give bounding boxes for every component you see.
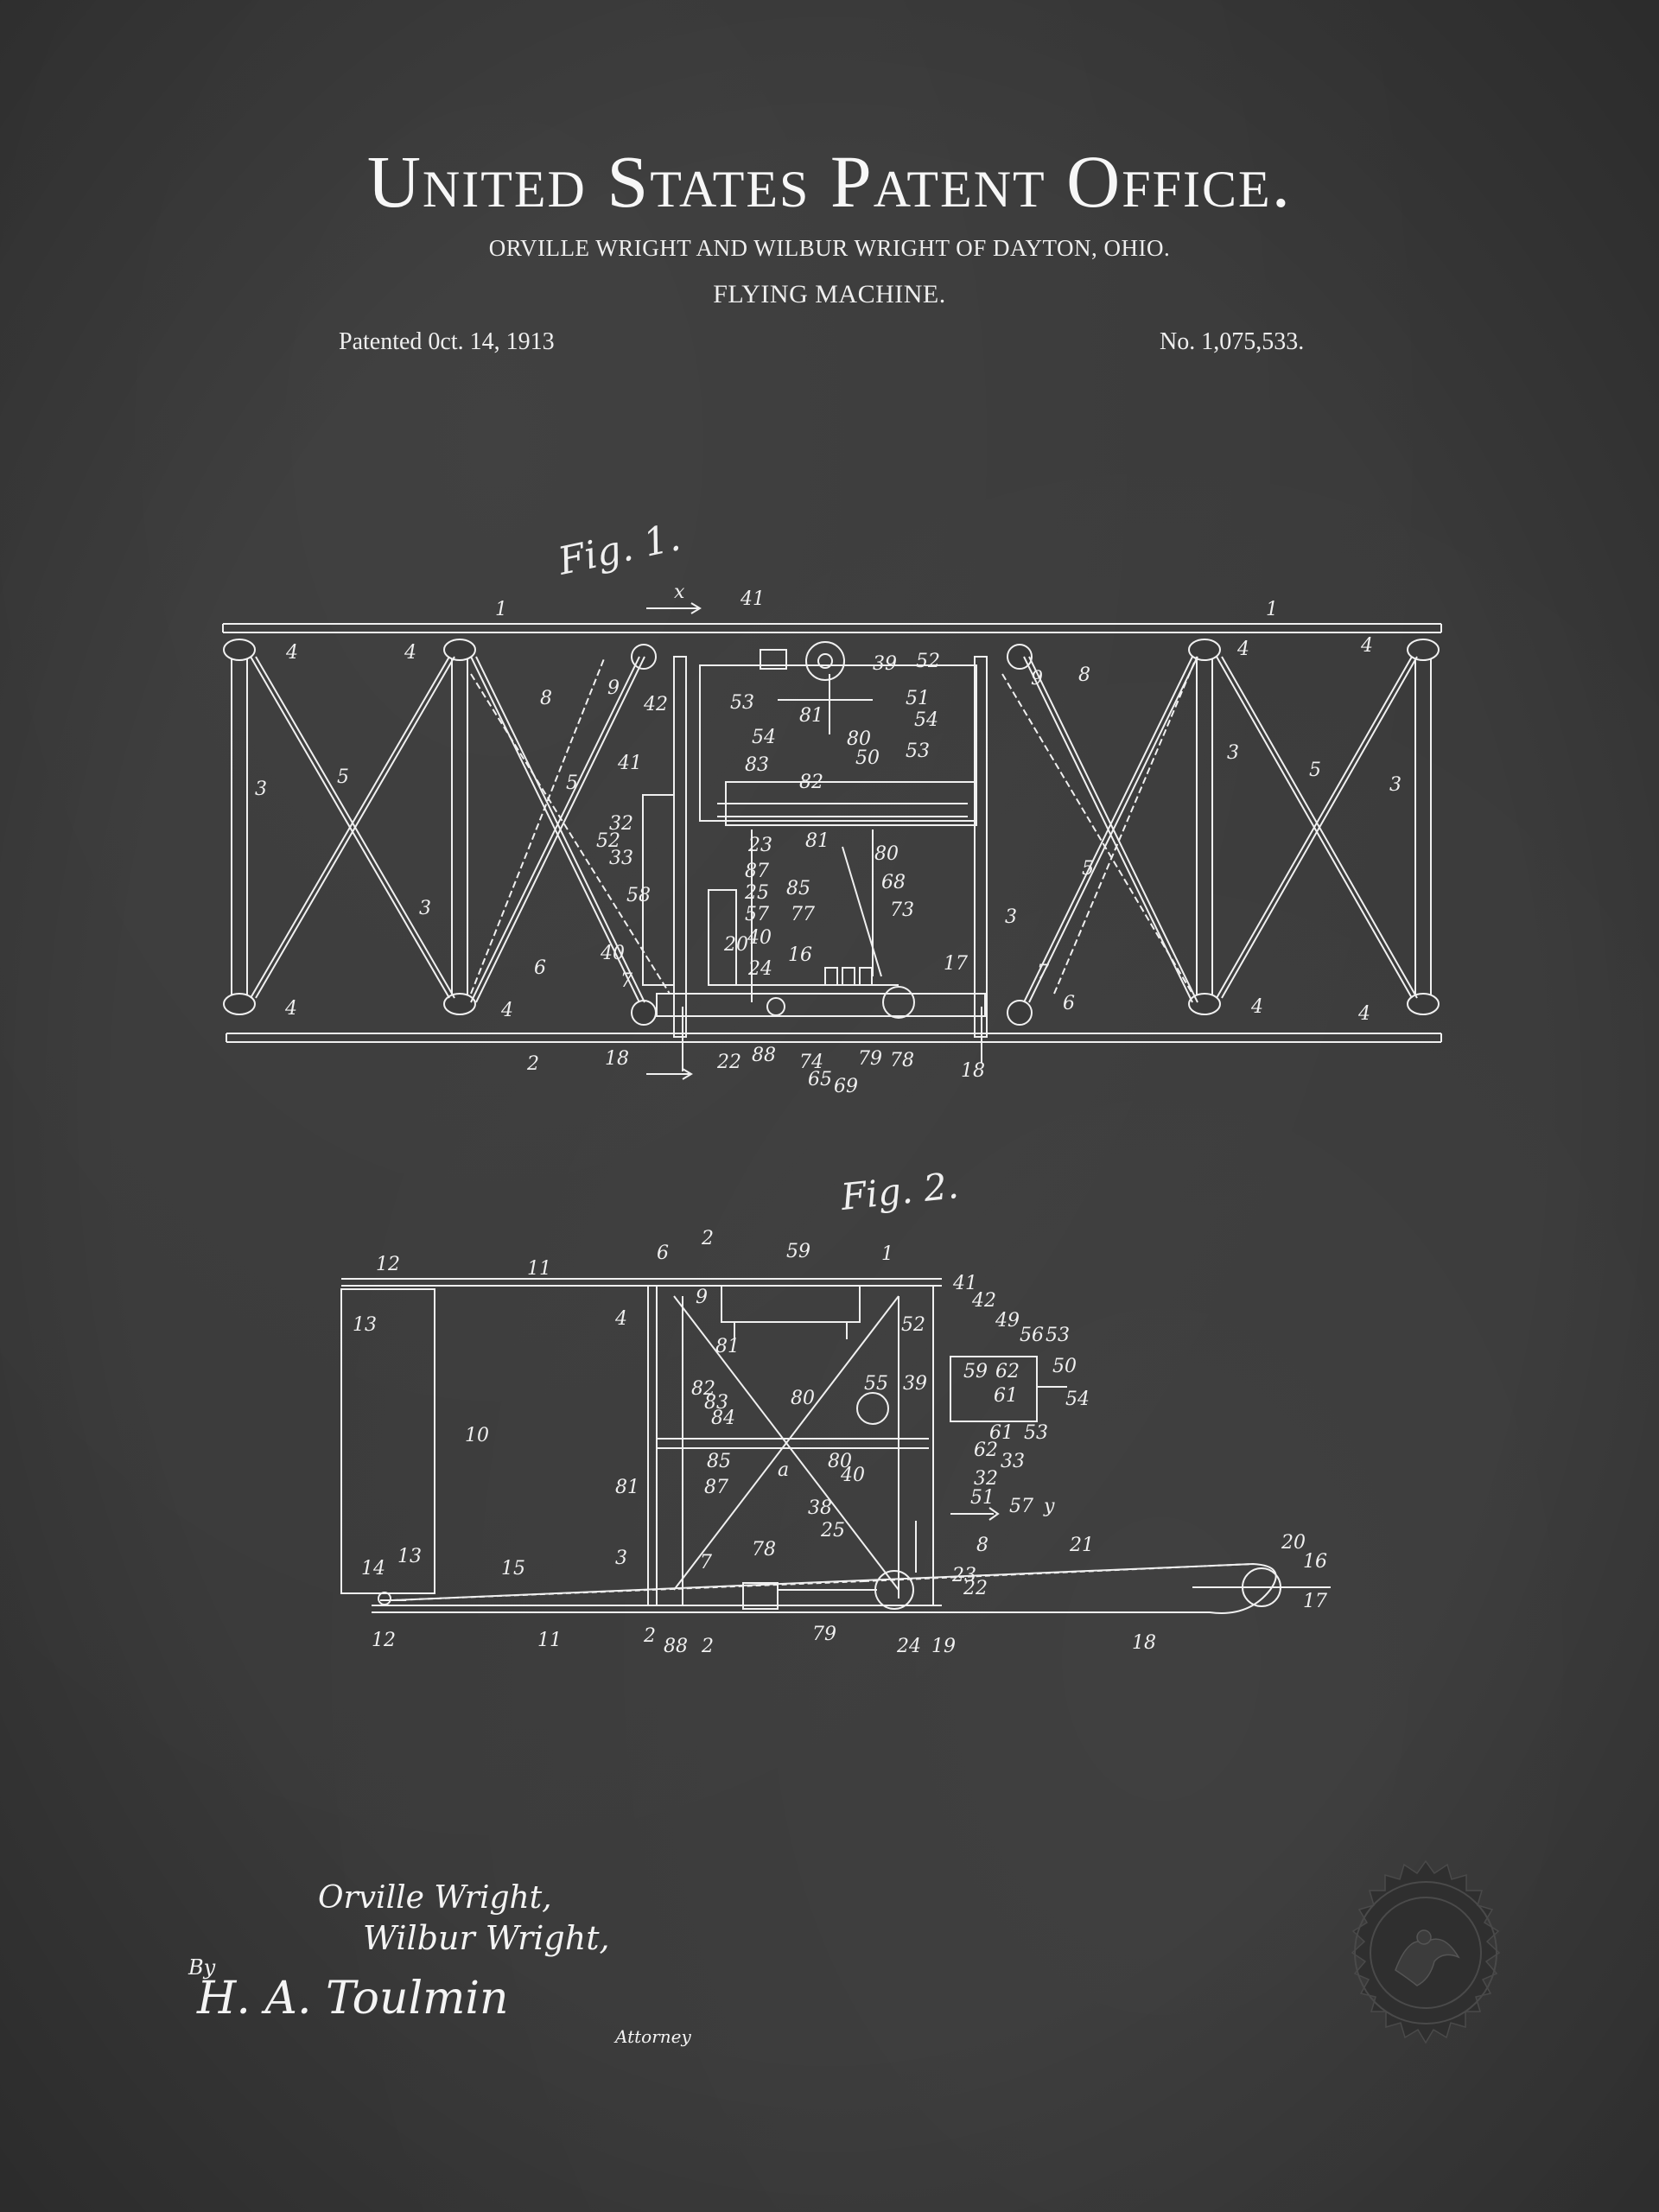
svg-text:12: 12 bbox=[376, 1254, 400, 1275]
svg-text:3: 3 bbox=[419, 898, 431, 919]
svg-text:6: 6 bbox=[1063, 993, 1075, 1014]
svg-text:41: 41 bbox=[741, 588, 765, 610]
svg-text:18: 18 bbox=[605, 1048, 629, 1070]
svg-text:22: 22 bbox=[963, 1578, 988, 1599]
svg-text:65: 65 bbox=[808, 1069, 832, 1090]
svg-text:54: 54 bbox=[752, 727, 776, 748]
svg-text:81: 81 bbox=[615, 1477, 639, 1498]
svg-text:53: 53 bbox=[906, 741, 930, 762]
svg-text:80: 80 bbox=[828, 1451, 852, 1472]
svg-text:1: 1 bbox=[881, 1243, 893, 1265]
svg-text:50: 50 bbox=[1052, 1356, 1077, 1377]
svg-text:2: 2 bbox=[644, 1625, 656, 1647]
svg-text:82: 82 bbox=[799, 772, 823, 793]
svg-text:19: 19 bbox=[931, 1636, 956, 1657]
svg-text:25: 25 bbox=[821, 1520, 845, 1541]
svg-text:5: 5 bbox=[1309, 760, 1321, 781]
svg-text:42: 42 bbox=[972, 1290, 996, 1312]
svg-text:80: 80 bbox=[874, 843, 899, 865]
svg-text:87: 87 bbox=[745, 861, 769, 882]
svg-text:78: 78 bbox=[752, 1539, 776, 1560]
svg-text:1: 1 bbox=[1266, 599, 1278, 620]
svg-text:85: 85 bbox=[786, 878, 810, 899]
svg-text:4: 4 bbox=[1358, 1003, 1370, 1025]
svg-text:15: 15 bbox=[501, 1558, 525, 1580]
svg-text:25: 25 bbox=[745, 882, 769, 904]
svg-text:6: 6 bbox=[534, 957, 546, 979]
svg-text:4: 4 bbox=[1237, 639, 1249, 660]
eagle-seal-icon bbox=[1313, 1840, 1538, 2065]
svg-text:49: 49 bbox=[995, 1310, 1020, 1332]
svg-text:4: 4 bbox=[404, 642, 416, 664]
svg-text:32: 32 bbox=[609, 813, 633, 835]
figure-2 bbox=[341, 1164, 1331, 1613]
svg-text:53: 53 bbox=[730, 692, 754, 714]
patent-date: Patented 0ct. 14, 1913 bbox=[339, 328, 555, 355]
svg-text:53: 53 bbox=[1024, 1422, 1048, 1444]
svg-text:58: 58 bbox=[626, 885, 651, 906]
svg-text:80: 80 bbox=[791, 1388, 815, 1409]
patent-number: No. 1,075,533. bbox=[1160, 328, 1305, 355]
svg-text:2: 2 bbox=[702, 1228, 714, 1249]
by-label: By bbox=[188, 1955, 216, 1980]
svg-text:18: 18 bbox=[961, 1060, 985, 1082]
svg-text:4: 4 bbox=[615, 1308, 627, 1330]
svg-text:79: 79 bbox=[812, 1624, 836, 1645]
svg-text:84: 84 bbox=[711, 1408, 735, 1429]
svg-text:88: 88 bbox=[664, 1636, 688, 1657]
svg-text:3: 3 bbox=[615, 1548, 627, 1569]
svg-text:50: 50 bbox=[855, 747, 880, 769]
svg-text:40: 40 bbox=[747, 927, 772, 949]
svg-text:21: 21 bbox=[1070, 1535, 1094, 1556]
inventors-line: ORVILLE WRIGHT AND WILBUR WRIGHT OF DAYTON, OHIO. bbox=[488, 235, 1171, 261]
svg-text:x: x bbox=[674, 582, 685, 603]
svg-text:3: 3 bbox=[1227, 742, 1239, 764]
svg-text:81: 81 bbox=[805, 830, 830, 852]
svg-text:17: 17 bbox=[944, 953, 968, 975]
svg-text:9: 9 bbox=[1031, 668, 1043, 690]
svg-text:11: 11 bbox=[527, 1258, 551, 1280]
svg-text:23: 23 bbox=[748, 835, 772, 856]
svg-text:20: 20 bbox=[724, 934, 748, 956]
svg-text:73: 73 bbox=[890, 899, 914, 921]
svg-text:3: 3 bbox=[1005, 906, 1017, 928]
svg-text:79: 79 bbox=[858, 1048, 882, 1070]
svg-text:12: 12 bbox=[372, 1630, 396, 1651]
svg-text:8: 8 bbox=[976, 1535, 988, 1556]
svg-text:52: 52 bbox=[916, 651, 940, 672]
svg-text:5: 5 bbox=[566, 772, 578, 794]
svg-text:74: 74 bbox=[799, 1052, 823, 1073]
svg-text:y: y bbox=[1044, 1496, 1055, 1517]
svg-text:7: 7 bbox=[700, 1552, 712, 1573]
svg-text:10: 10 bbox=[465, 1425, 489, 1446]
svg-text:61: 61 bbox=[994, 1385, 1018, 1407]
figure-1 bbox=[223, 515, 1441, 1079]
svg-text:33: 33 bbox=[1001, 1451, 1025, 1472]
svg-text:56: 56 bbox=[1020, 1325, 1044, 1346]
svg-text:5: 5 bbox=[337, 766, 349, 788]
invention-title: FLYING MACHINE. bbox=[713, 280, 946, 308]
svg-text:87: 87 bbox=[704, 1477, 728, 1498]
svg-text:24: 24 bbox=[897, 1636, 921, 1657]
svg-text:78: 78 bbox=[890, 1050, 914, 1071]
attorney-label: Attorney bbox=[615, 2026, 691, 2047]
svg-text:55: 55 bbox=[864, 1373, 888, 1395]
svg-text:9: 9 bbox=[607, 677, 620, 699]
signatures bbox=[188, 1880, 691, 2047]
svg-text:68: 68 bbox=[881, 872, 906, 893]
svg-text:7: 7 bbox=[620, 970, 632, 992]
attorney-signature: H. A. Toulmin bbox=[197, 1973, 509, 2024]
fig2-label: Fig. 2. bbox=[838, 1163, 961, 1218]
svg-text:24: 24 bbox=[748, 958, 772, 980]
svg-text:4: 4 bbox=[286, 642, 298, 664]
svg-text:57: 57 bbox=[745, 904, 769, 925]
svg-text:80: 80 bbox=[847, 728, 871, 750]
svg-text:13: 13 bbox=[397, 1546, 422, 1567]
svg-text:17: 17 bbox=[1303, 1591, 1327, 1612]
svg-text:83: 83 bbox=[745, 754, 769, 776]
svg-text:83: 83 bbox=[704, 1392, 728, 1414]
svg-text:11: 11 bbox=[537, 1630, 562, 1651]
svg-text:6: 6 bbox=[657, 1243, 669, 1264]
svg-text:40: 40 bbox=[601, 943, 625, 964]
svg-text:9: 9 bbox=[696, 1287, 708, 1308]
svg-text:77: 77 bbox=[791, 904, 815, 925]
svg-text:4: 4 bbox=[1361, 635, 1373, 657]
svg-text:13: 13 bbox=[353, 1314, 377, 1336]
svg-text:18: 18 bbox=[1132, 1632, 1156, 1654]
svg-text:14: 14 bbox=[361, 1558, 385, 1580]
svg-text:5: 5 bbox=[1082, 858, 1094, 880]
page-title: United States Patent Office. bbox=[366, 140, 1293, 223]
svg-text:54: 54 bbox=[914, 709, 938, 731]
svg-text:23: 23 bbox=[952, 1565, 976, 1586]
svg-text:51: 51 bbox=[970, 1487, 995, 1509]
inventor-signature-1: Orville Wright, bbox=[318, 1880, 552, 1916]
svg-text:42: 42 bbox=[644, 694, 668, 715]
svg-text:39: 39 bbox=[903, 1373, 927, 1395]
svg-text:2: 2 bbox=[702, 1636, 714, 1657]
svg-text:62: 62 bbox=[995, 1361, 1020, 1382]
svg-text:32: 32 bbox=[974, 1468, 998, 1490]
svg-text:41: 41 bbox=[953, 1273, 977, 1294]
svg-text:16: 16 bbox=[788, 944, 812, 966]
svg-text:59: 59 bbox=[963, 1361, 988, 1382]
svg-text:38: 38 bbox=[808, 1497, 832, 1519]
fig1-reference-numerals bbox=[255, 582, 1402, 1097]
svg-text:3: 3 bbox=[255, 779, 267, 800]
svg-text:33: 33 bbox=[609, 848, 633, 869]
svg-text:51: 51 bbox=[906, 688, 930, 709]
svg-text:1: 1 bbox=[495, 599, 507, 620]
svg-text:82: 82 bbox=[691, 1378, 715, 1400]
svg-text:81: 81 bbox=[799, 705, 823, 727]
svg-text:61: 61 bbox=[989, 1422, 1014, 1444]
svg-text:88: 88 bbox=[752, 1045, 776, 1066]
svg-text:53: 53 bbox=[1046, 1325, 1070, 1346]
svg-text:3: 3 bbox=[1389, 774, 1402, 796]
svg-text:52: 52 bbox=[596, 830, 620, 852]
svg-text:8: 8 bbox=[540, 688, 552, 709]
inventor-signature-2: Wilbur Wright, bbox=[363, 1919, 610, 1957]
svg-text:20: 20 bbox=[1281, 1532, 1306, 1554]
svg-text:69: 69 bbox=[834, 1076, 858, 1097]
svg-text:22: 22 bbox=[717, 1052, 741, 1073]
svg-text:57: 57 bbox=[1009, 1496, 1033, 1517]
svg-text:40: 40 bbox=[841, 1465, 865, 1486]
svg-text:59: 59 bbox=[786, 1241, 810, 1262]
svg-text:a: a bbox=[778, 1459, 790, 1481]
svg-text:8: 8 bbox=[1078, 664, 1090, 686]
svg-text:4: 4 bbox=[1251, 996, 1263, 1018]
svg-text:41: 41 bbox=[618, 753, 642, 774]
fig1-label: Fig. 1. bbox=[554, 515, 684, 584]
svg-text:85: 85 bbox=[707, 1451, 731, 1472]
svg-text:62: 62 bbox=[974, 1440, 998, 1461]
svg-text:7: 7 bbox=[1037, 962, 1049, 983]
svg-text:39: 39 bbox=[873, 653, 897, 675]
svg-text:52: 52 bbox=[901, 1314, 925, 1336]
svg-text:54: 54 bbox=[1065, 1389, 1090, 1410]
svg-text:4: 4 bbox=[501, 1000, 513, 1021]
svg-text:16: 16 bbox=[1303, 1551, 1327, 1573]
svg-text:2: 2 bbox=[527, 1053, 539, 1075]
svg-text:4: 4 bbox=[285, 998, 297, 1020]
fig2-reference-numerals bbox=[353, 1228, 1327, 1657]
svg-text:81: 81 bbox=[715, 1336, 740, 1357]
